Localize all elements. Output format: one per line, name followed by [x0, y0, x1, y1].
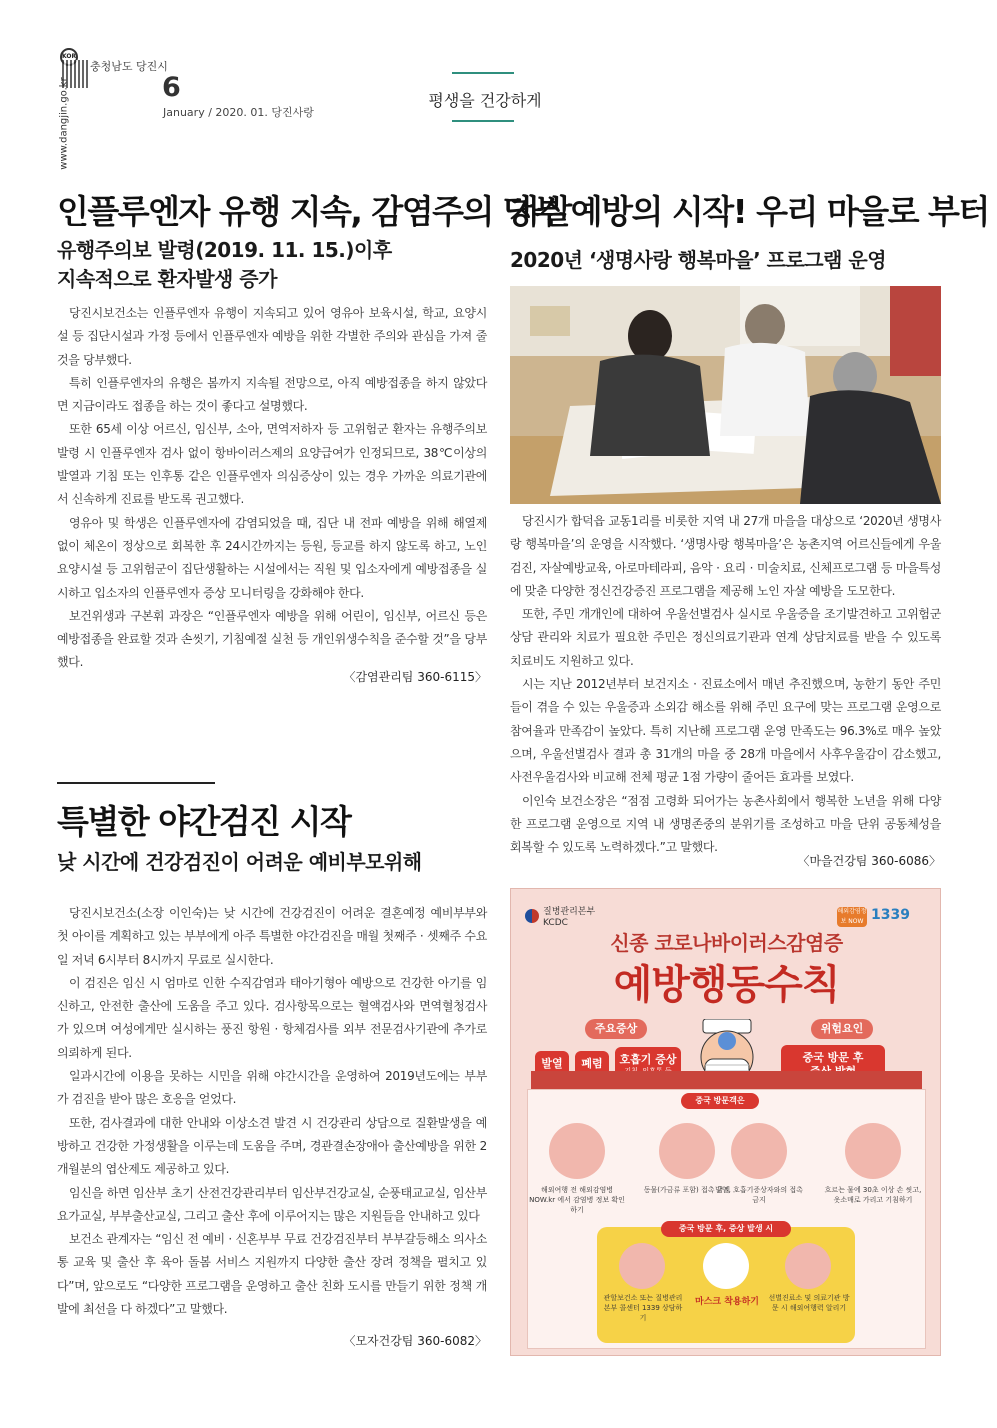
flu-paragraph: 영유아 및 학생은 인플루엔자에 감염되었을 때, 집단 내 전파 예방을 위해 해열제 없이 체온이 정상으로 회복한 후 24시간까지는 등원, 등교를 하지 않도록 하고, 노인요양시설 등 고위험군이 집단생활하는 시설에서는 직원 및 입소자에게 예방접종을 실시하고 입소자의 인플루엔자 증상 모니터링을 강화해야 한다. — [57, 515, 487, 600]
page-number: 6 — [162, 72, 181, 103]
night-paragraph: 당진시보건소(소장 이인숙)는 낮 시간에 건강검진이 어려운 결혼예정 예비부부와 첫 아이를 계획하고 있는 부부에게 아주 특별한 야간검진을 매월 첫째주 · 셋째주 수요일 저녁 6시부터 8시까지 무료로 실시한다. — [57, 906, 487, 967]
suicide-paragraph: 당진시가 합덕읍 교동1리를 비롯한 지역 내 27개 마을을 대상으로 ‘2020년 생명사랑 행복마을’의 운영을 시작했다. ‘생명사랑 행복마을’은 농촌지역 어르신들에게 우울검진, 자살예방교육, 아로마테라피, 음악 · 요리 · 미술치료, 신체프로그램 등 마을특성에 맞춘 다양한 정신건강증진 프로그램을 제공해 노인 자살 예방을 도모한다. — [510, 514, 941, 598]
flu-subtitle-line1: 유행주의보 발령(2019. 11. 15.)이후 — [57, 238, 392, 262]
mask-icon — [703, 1243, 749, 1289]
coronavirus-prevention-poster — [510, 888, 941, 1356]
tip-call: 관할보건소 또는 질병관리본부 콜센터 1339 상담하기 — [603, 1294, 683, 1322]
suicide-paragraph: 이인숙 보건소장은 “점점 고령화 되어가는 농촌사회에서 행복한 노년을 위해 다양한 프로그램 운영으로 지역 내 생명존중의 분위기를 조성하고 마을 단위 공동체성을 회복할 수 있도록 노력하겠다.”고 말했다. — [510, 793, 941, 855]
village-program-photo — [510, 286, 941, 504]
night-article-title: 특별한 야간검진 시작 — [57, 802, 351, 841]
hotline-badge: 1339 — [871, 907, 910, 923]
night-article-body — [57, 902, 487, 1321]
tip-patients: 발열, 호흡기증상자와의 접촉 금지 — [715, 1186, 803, 1204]
symptoms-label: 주요증상 — [585, 1019, 647, 1039]
program-photo-illustration — [510, 286, 941, 504]
suicide-contact: 〈마을건강팀 360-6086〉 — [797, 854, 941, 868]
flu-article-body — [57, 302, 487, 675]
kcdc-org-name: 질병관리본부 — [543, 907, 596, 917]
sick-person-icon — [731, 1123, 787, 1179]
night-paragraph: 보건소 관계자는 “임신 전 예비 · 신혼부부 무료 건강검진부터 부부갈등해소 의사소통 교육 및 출산 후 육아 돌봄 서비스 지원까지 다양한 출산 장려 정책을 펼치고 있다”며, 앞으로도 “다양한 프로그램을 운영하고 출산 친화 도시를 만들기 위한 정책 개발에 최선을 다 하겠다”고 말했다. — [57, 1232, 487, 1317]
night-paragraph: 일과시간에 이용을 못하는 시민을 위해 야간시간을 운영하여 2019년도에는 부부가 검진을 받아 많은 호응을 얻었다. — [57, 1069, 487, 1107]
tip-hospital: 선별진료소 및 의료기관 방문 시 해외여행력 알리기 — [768, 1294, 850, 1312]
phone-app-icon — [549, 1123, 605, 1179]
kcdc-label — [543, 907, 595, 929]
risk-label: 위험요인 — [811, 1019, 873, 1039]
hospital-icon — [785, 1243, 831, 1289]
tip-mask: 마스크 착용하기 — [695, 1297, 759, 1307]
poster-title: 예방행동수칙 — [613, 962, 840, 1008]
tip-travel: 해외여행 전 해외감염병NOW.kr 에서 감염병 정보 확인하기 — [529, 1186, 625, 1214]
tip-hands: 흐르는 물에 30초 이상 손 씻고, 옷소매로 가리고 기침하기 — [824, 1186, 922, 1204]
flu-subtitle-line2: 지속적으로 환자발생 증가 — [57, 267, 277, 291]
hotline-call-icon — [619, 1243, 665, 1289]
night-paragraph: 이 검진은 임신 시 엄마로 인한 수직감염과 태아기형아 예방으로 건강한 아기를 임신하고, 안전한 출산에 도움을 주고 있다. 검사항목으로는 혈액검사와 면역혈청검사가 있으며 여성에게만 실시하는 풍진 항원 · 항체검사를 외부 전문검사기관에 추가로 의뢰하게 된다. — [57, 975, 487, 1060]
suicide-article-subtitle: 2020년 ‘생명사랑 행복마을’ 프로그램 운영 — [510, 248, 887, 272]
flu-contact: 〈감염관리팀 360-6115〉 — [343, 670, 487, 684]
visit-label: 중국 방문객은 — [681, 1093, 759, 1109]
suicide-paragraph: 또한, 주민 개개인에 대하여 우울선별검사 실시로 우울증을 조기발견하고 고위험군 상담 관리와 치료가 필요한 주민은 정신의료기관과 연계 상담치료를 받을 수 있도록 치료비도 지원하고 있다. — [510, 607, 941, 668]
section-rule-top — [452, 72, 514, 74]
night-article-subtitle: 낮 시간에 건강검진이 어려운 예비부모위해 — [57, 850, 422, 874]
suicide-article-body — [510, 510, 941, 859]
symptom-fever: 발열 — [535, 1051, 569, 1083]
site-url: www.dangjin.go.kr — [58, 77, 70, 170]
tip-animals: 동물(가금류 포함) 접촉 금지 — [643, 1186, 731, 1194]
risk-text-line1: 중국 방문 후 — [802, 1051, 864, 1064]
suicide-paragraph: 시는 지난 2012년부터 보건지소 · 진료소에서 매년 추진했으며, 농한기 동안 주민들이 겪을 수 있는 우울증과 소외감 해소를 위해 주민 요구에 맞는 프로그램 운영으로 참여율과 만족감이 높았다. 특히 지난해 프로그램 운영 만족도는 96.3%로 매우 높았으며, 우울선별검사 결과 총 31개의 마을 중 28개 마을에서 사후우울감이 감소했고, 사전우울검사와 비교해 전체 평균 1점 가량이 줄어든 효과를 보였다. — [510, 677, 941, 785]
flu-paragraph: 보건위생과 구본휘 과장은 “인플루엔자 예방을 위해 어린이, 임신부, 어르신 등은 예방접종을 완료할 것과 손씻기, 기침예절 실천 등 개인위생수칙을 준수할 것”을 당부했다. — [57, 608, 487, 670]
kcdc-org-abbr: KCDC — [543, 918, 568, 928]
overseas-info-badge: 해외감염정보 NOW — [837, 908, 867, 925]
hand-wash-icon — [845, 1123, 901, 1179]
night-contact: 〈모자건강팀 360-6082〉 — [343, 1334, 487, 1348]
after-visit-label: 중국 방문 후, 증상 발생 시 — [661, 1221, 791, 1237]
flu-paragraph: 특히 인플루엔자의 유행은 봄까지 지속될 전망으로, 아직 예방접종을 하지 않았다면 지금이라도 접종을 하는 것이 좋다고 설명했다. — [57, 375, 487, 414]
symptom-respiratory-label: 호흡기 증상 — [619, 1053, 677, 1066]
flu-paragraph: 또한 65세 이상 어르신, 임신부, 소아, 면역저하자 등 고위험군 환자는 유행주의보 발령 시 인플루엔자 검사 없이 항바이러스제의 요양급여가 인정되므로, 38℃이상의 발열과 기침 또는 인후통 같은 인플루엔자 의심증상이 있는 경우 가까운 의료기관에서 신속하게 진료를 받도록 권고했다. — [57, 422, 487, 507]
poster-roof-banner — [531, 1071, 922, 1089]
issue-date: January / 2020. 01. 당진사랑 — [163, 106, 314, 119]
section-title: 평생을 건강하게 — [428, 91, 542, 110]
flu-paragraph: 당진시보건소는 인플루엔자 유행이 지속되고 있어 영유아 보육시설, 학교, 요양시설 등 집단시설과 가정 등에서 인플루엔자 예방을 위한 각별한 주의와 관심을 가져 줄 것을 당부했다. — [57, 306, 487, 367]
flu-article-title: 인플루엔자 유행 지속, 감염주의 당부 — [57, 192, 564, 231]
section-rule-bottom — [452, 120, 514, 122]
flu-article-subtitle — [57, 236, 487, 294]
night-article-rule — [57, 782, 215, 784]
suicide-article-title: 자살예방의 시작! 우리 마을로 부터 — [510, 192, 989, 231]
city-name: 충청남도 당진시 — [90, 60, 168, 73]
kcdc-logo-icon — [525, 909, 539, 923]
symptom-pneumonia: 폐렴 — [575, 1051, 609, 1083]
dangjin-qr-logo — [48, 48, 92, 170]
night-paragraph: 임신을 하면 임산부 초기 산전건강관리부터 임산부건강교실, 순풍태교교실, 임산부 요가교실, 부부출산교실, 그리고 출산 후에 이루어지는 많은 지원들을 안내하고 있다 — [57, 1185, 487, 1223]
night-paragraph: 또한, 검사결과에 대한 안내와 이상소견 발견 시 건강관리 상담으로 질환발생을 예방하고 건강한 가정생활을 이루는데 도움을 주며, 경관결손장애아 출산예방을 위한 2개월분의 엽산제도 제공하고 있다. — [57, 1115, 487, 1177]
chicken-icon — [659, 1123, 715, 1179]
kor-logo-icon: KOR — [60, 48, 78, 66]
poster-subtitle: 신종 코로나바이러스감염증 — [610, 931, 843, 955]
